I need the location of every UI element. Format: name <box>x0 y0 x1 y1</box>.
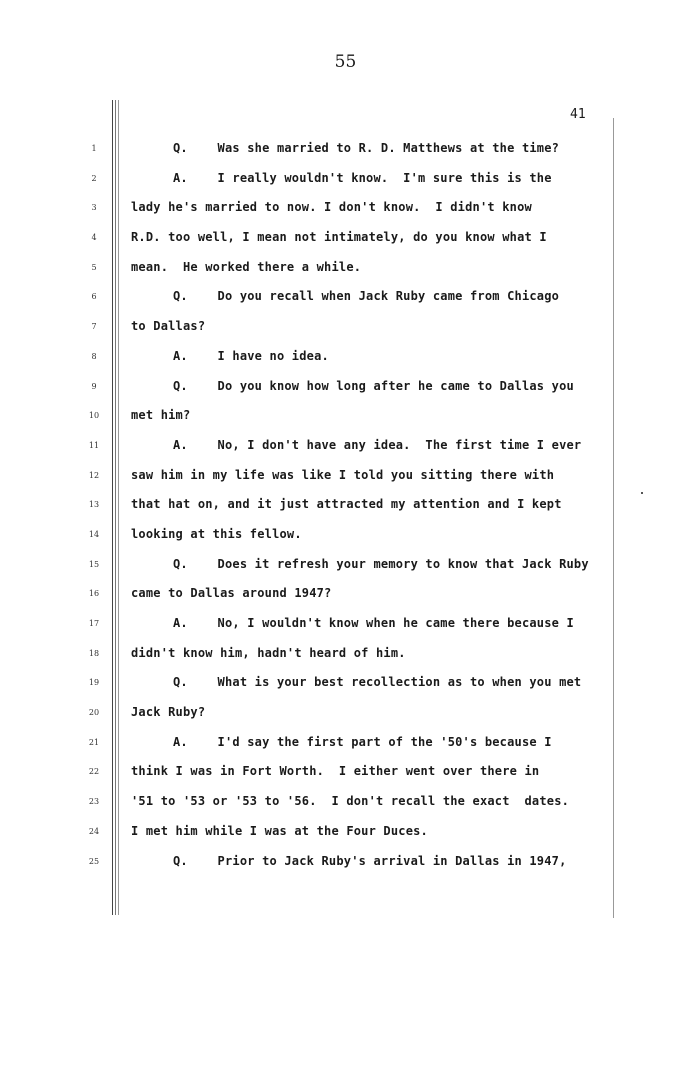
transcript-line <box>0 468 691 498</box>
line-text: think I was in Fort Worth. I either went over there in <box>131 764 540 779</box>
line-number: 20 <box>88 708 100 718</box>
transcript-line <box>0 289 691 319</box>
line-text: A. I'd say the first part of the '50's because I <box>173 734 552 749</box>
transcript-line <box>0 557 691 587</box>
line-text: Q. What is your best recollection as to when you met <box>173 675 582 690</box>
transcript-page-number: 41 <box>570 107 586 122</box>
transcript-line <box>0 735 691 765</box>
line-number: 11 <box>88 440 100 450</box>
page-number: 55 <box>334 52 357 72</box>
line-number: 16 <box>88 589 100 599</box>
line-number: 19 <box>88 678 100 688</box>
line-number: 7 <box>91 322 97 332</box>
line-text: met him? <box>131 408 191 423</box>
transcript-line <box>0 616 691 646</box>
line-number: 25 <box>88 856 100 866</box>
line-number: 9 <box>91 381 97 391</box>
line-number: 5 <box>91 262 97 272</box>
transcript-line <box>0 200 691 230</box>
line-text: A. I have no idea. <box>173 348 329 363</box>
transcript-line <box>0 527 691 557</box>
transcript-line <box>0 646 691 676</box>
transcript-line <box>0 379 691 409</box>
transcript-line <box>0 230 691 260</box>
line-text: Q. Do you recall when Jack Ruby came from Chicago <box>173 289 560 304</box>
transcript-line <box>0 764 691 794</box>
line-text: didn't know him, hadn't heard of him. <box>131 645 406 660</box>
line-number: 15 <box>88 559 100 569</box>
line-number: 24 <box>88 826 100 836</box>
transcript-line <box>0 675 691 705</box>
line-number: 8 <box>91 351 97 361</box>
transcript-line <box>0 260 691 290</box>
line-number: 22 <box>88 767 100 777</box>
line-number: 17 <box>88 619 100 628</box>
line-number: 10 <box>88 411 100 421</box>
line-text: I met him while I was at the Four Duces. <box>131 823 428 838</box>
line-text: to Dallas? <box>131 319 206 334</box>
transcript-line <box>0 141 691 171</box>
line-number: 3 <box>91 203 97 213</box>
transcript-line <box>0 171 691 201</box>
line-text: saw him in my life was like I told you sitting there with <box>131 467 555 482</box>
line-number: 4 <box>91 233 97 243</box>
line-text: Jack Ruby? <box>131 705 206 720</box>
line-number: 6 <box>91 292 97 302</box>
transcript-line <box>0 854 691 884</box>
transcript-line <box>0 586 691 616</box>
line-text: Q. Do you know how long after he came to Dallas you <box>173 378 574 393</box>
line-number: 2 <box>91 173 97 183</box>
line-number: 18 <box>88 648 100 658</box>
transcript-line <box>0 408 691 438</box>
line-number: 12 <box>88 470 100 480</box>
transcript-line <box>0 705 691 735</box>
transcript-line <box>0 319 691 349</box>
line-text: mean. He worked there a while. <box>131 259 362 274</box>
line-number: 14 <box>88 529 100 539</box>
line-text: that hat on, and it just attracted my attention and I kept <box>131 497 562 512</box>
line-text: R.D. too well, I mean not intimately, do you know what I <box>131 230 547 245</box>
line-text: '51 to '53 or '53 to '56. I don't recall the exact dates. <box>131 794 570 809</box>
line-text: Q. Was she married to R. D. Matthews at the time? <box>173 141 560 155</box>
line-number: 1 <box>91 144 97 153</box>
transcript-line <box>0 824 691 854</box>
line-text: lady he's married to now. I don't know. I didn't know <box>131 200 532 215</box>
line-text: came to Dallas around 1947? <box>131 586 332 601</box>
line-text: looking at this fellow. <box>131 526 302 541</box>
transcript-body <box>0 141 691 883</box>
line-text: Q. Does it refresh your memory to know that Jack Ruby <box>173 556 589 571</box>
line-text: A. I really wouldn't know. I'm sure this is the <box>173 170 552 185</box>
transcript-line <box>0 349 691 379</box>
transcript-line <box>0 438 691 468</box>
line-number: 21 <box>88 737 100 747</box>
line-text: A. No, I don't have any idea. The first time I ever <box>173 437 582 452</box>
line-text: Q. Prior to Jack Ruby's arrival in Dallas in 1947, <box>173 853 567 868</box>
line-text: A. No, I wouldn't know when he came there because I <box>173 616 574 630</box>
transcript-line <box>0 497 691 527</box>
line-number: 13 <box>88 500 100 510</box>
transcript-line <box>0 794 691 824</box>
line-number: 23 <box>88 797 100 807</box>
